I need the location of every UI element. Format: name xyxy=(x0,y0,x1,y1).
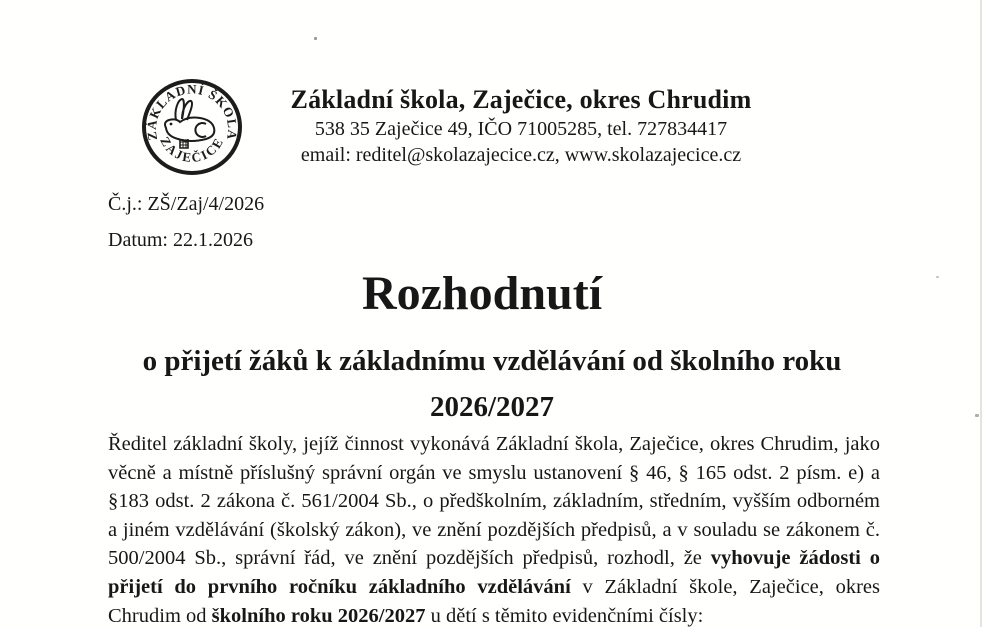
document-date: Datum: 22.1.2026 xyxy=(108,229,253,251)
body-text-bold-run: vyhovuje žádosti o přijetí do prvního ročníku základního vzdělávání xyxy=(108,547,880,598)
scan-page-edge xyxy=(980,0,982,627)
school-address-line: 538 35 Zaječice 49, IČO 71005285, tel. 727834417 xyxy=(314,118,728,140)
stamp-arc-top-text: ZÁKLADNÍ ŠKOLA xyxy=(143,81,241,142)
body-text-run: u dětí s těmito evidenčními čísly: xyxy=(425,604,704,627)
body-text-run: Ředitel základní školy, jejíž činnost vykonává Základní škola, Zaječice, okres Chrudim, jako věcně a místně příslušný správní orgán ve smyslu ustanovení § 46, § 165 odst. 2 písm. e) a §183 odst. 2 zákona č. 561/2004 Sb., o předškolním, základním, středním, vyšším odborném a jiném vzdělávání (školský zákon), ve znění pozdějších předpisů, a v souladu se zákonem č. 500/2004 Sb., správní řád, ve znění pozdějších předpisů, rozhodl, že xyxy=(108,433,880,570)
document-subtitle-text: o přijetí žáků k základnímu vzdělávání od školního roku 2026/2027 xyxy=(142,345,842,423)
body-paragraph xyxy=(108,430,880,627)
stamp-arc-bottom-text: ZAJEČICE xyxy=(157,134,227,166)
scan-speck xyxy=(314,37,317,40)
body-text-bold-run: školního roku 2026/2027 xyxy=(211,604,426,627)
body-text-run: v Základní škole, Zaječice, okres Chrudim od xyxy=(108,575,880,627)
school-name: Základní škola, Zaječice, okres Chrudim xyxy=(290,85,752,114)
reference-number: Č.j.: ZŠ/Zaj/4/2026 xyxy=(108,193,265,215)
document-subtitle xyxy=(0,338,984,430)
document-title: Rozhodnutí xyxy=(361,267,603,320)
letterhead xyxy=(120,81,922,168)
school-contact-line: email: reditel@skolazajecice.cz, www.skolazajecice.cz xyxy=(300,144,742,166)
